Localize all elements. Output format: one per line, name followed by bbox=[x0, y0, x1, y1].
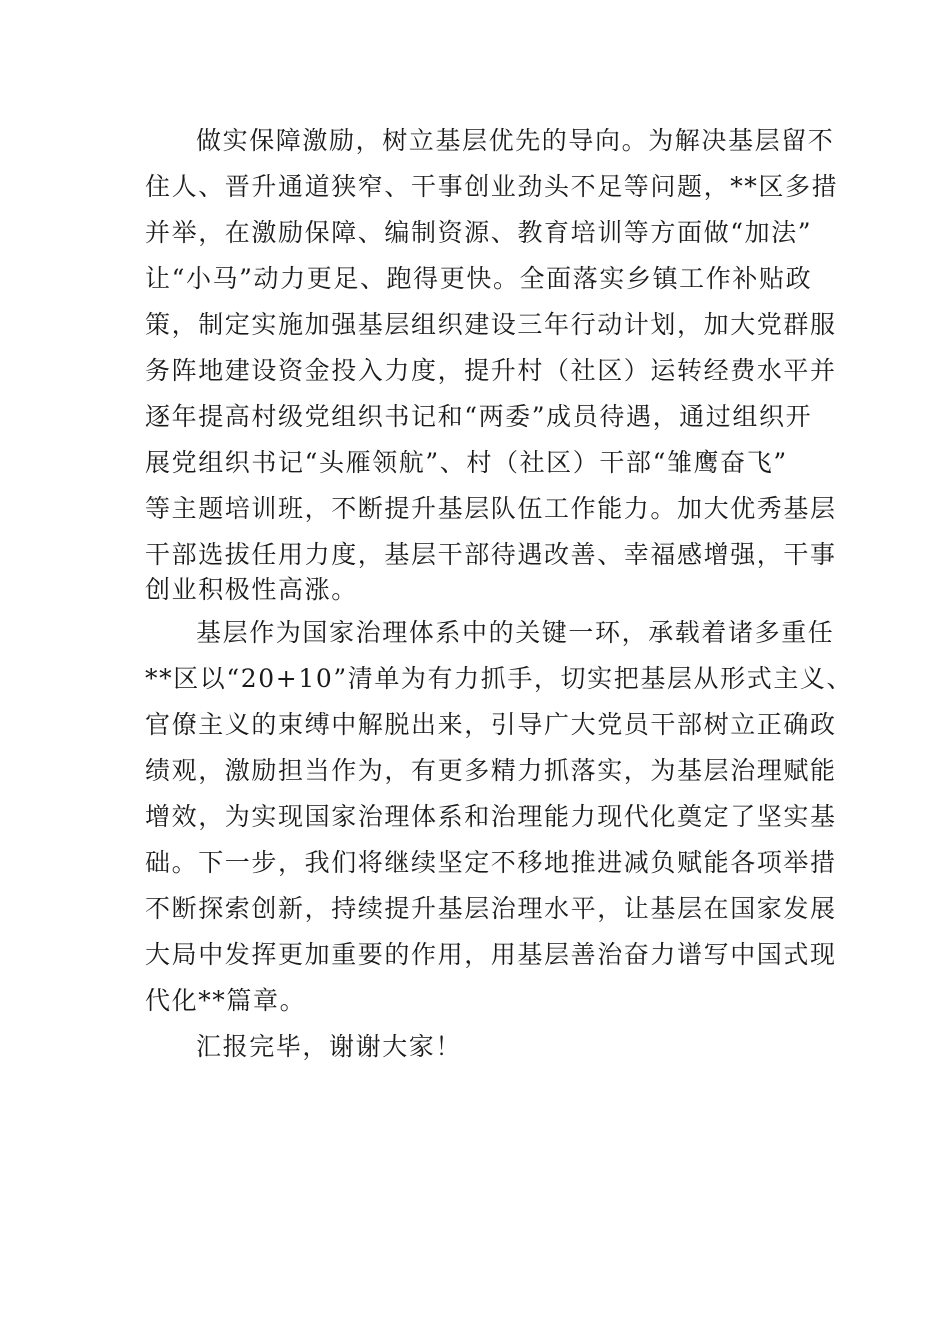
paragraph-line: 策，制定实施加强基层组织建设三年行动计划，加大党群服 bbox=[145, 310, 837, 339]
paragraph-line: 绩观，激励担当作为，有更多精力抓落实，为基层治理赋能 bbox=[145, 756, 837, 785]
paragraph-line: 创业积极性高涨。 bbox=[145, 575, 358, 604]
paragraph-line: 大局中发挥更加重要的作用，用基层善治奋力谱写中国式现 bbox=[145, 940, 837, 969]
paragraph-line: 等主题培训班，不断提升基层队伍工作能力。加大优秀基层 bbox=[145, 494, 837, 523]
paragraph-line: 逐年提高村级党组织书记和“两委”成员待遇，通过组织开 bbox=[145, 402, 813, 431]
paragraph-line: 基层作为国家治理体系中的关键一环，承载着诸多重任 bbox=[196, 618, 835, 647]
paragraph-line: 并举，在激励保障、编制资源、教育培训等方面做“加法” bbox=[145, 218, 813, 247]
paragraph-line: 让“小马”动力更足、跑得更快。全面落实乡镇工作补贴政 bbox=[145, 264, 813, 293]
paragraph-line: 代化**篇章。 bbox=[145, 986, 307, 1015]
paragraph-line: 住人、晋升通道狭窄、干事创业劲头不足等问题，**区多措 bbox=[145, 172, 839, 201]
paragraph-line: 础。下一步，我们将继续坚定不移地推进减负赋能各项举措 bbox=[145, 848, 837, 877]
closing-line: 汇报完毕，谢谢大家！ bbox=[196, 1032, 463, 1061]
paragraph-line: 不断探索创新，持续提升基层治理水平，让基层在国家发展 bbox=[145, 894, 837, 923]
paragraph-line: 做实保障激励，树立基层优先的导向。为解决基层留不 bbox=[196, 126, 835, 155]
paragraph-line: 官僚主义的束缚中解脱出来，引导广大党员干部树立正确政 bbox=[145, 710, 837, 739]
paragraph-line: 干部选拔任用力度，基层干部待遇改善、幸福感增强，干事 bbox=[145, 540, 837, 569]
paragraph-line: 务阵地建设资金投入力度，提升村（社区）运转经费水平并 bbox=[145, 356, 837, 385]
paragraph-line: **区以“20+10”清单为有力抓手，切实把基层从形式主义、 bbox=[145, 664, 854, 693]
paragraph-line: 展党组织书记“头雁领航”、村（社区）干部“雏鹰奋飞” bbox=[145, 448, 788, 477]
paragraph-line: 增效，为实现国家治理体系和治理能力现代化奠定了坚实基 bbox=[145, 802, 837, 831]
